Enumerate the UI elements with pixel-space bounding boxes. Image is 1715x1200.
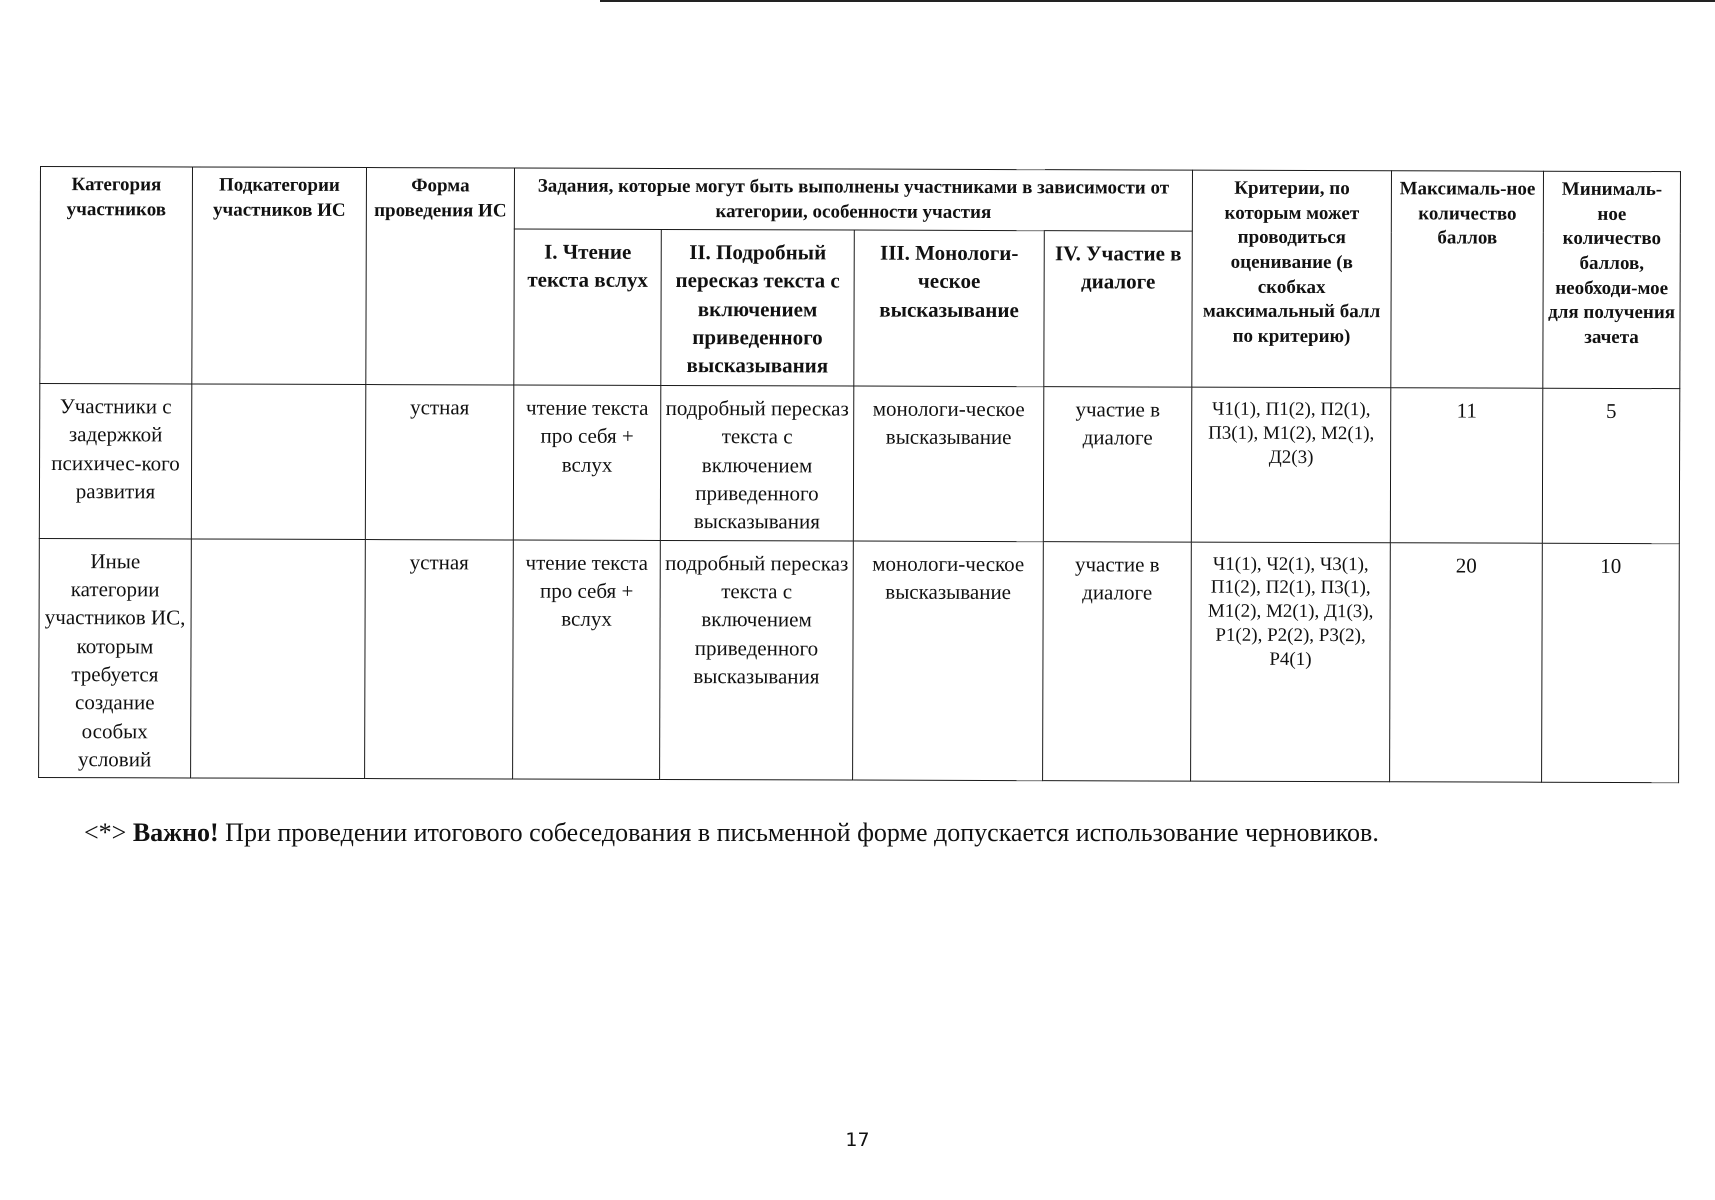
note-prefix: <*> — [84, 818, 127, 847]
cell-reading: чтение текста про себя + вслух — [513, 385, 660, 540]
cell-criteria: Ч1(1), Ч2(1), Ч3(1), П1(2), П2(1), П3(1), М1(2), М2(1), Д1(3), Р1(2), Р2(2), Р3(2), Р4(1) — [1191, 542, 1391, 782]
cell-monologue: монологи-ческое высказывание — [853, 386, 1043, 541]
cell-max-points: 11 — [1390, 388, 1542, 543]
header-task-reading: I. Чтение текста вслух — [514, 229, 661, 385]
cell-criteria: Ч1(1), П1(2), П2(1), П3(1), М1(2), М2(1), Д2(3) — [1191, 387, 1390, 542]
cell-form: устная — [365, 539, 514, 779]
table-row — [39, 538, 1680, 783]
cell-subcategory — [191, 384, 365, 539]
cell-reading: чтение текста про себя + вслух — [513, 540, 661, 780]
important-note — [84, 818, 1379, 848]
cell-retelling: подробный пересказ текста с включением приведенного высказывания — [660, 540, 854, 780]
header-task-monologue: III. Монологи-ческое высказывание — [854, 230, 1044, 387]
header-form: Форма проведения ИС — [366, 168, 515, 385]
header-tasks-group: Задания, которые могут быть выполнены участниками в зависимости от категории, особенности участия — [514, 168, 1192, 231]
header-max-points: Максималь-ное количество баллов — [1391, 171, 1544, 388]
header-min-points: Минималь-ное количество баллов, необходи-мое для получения зачета — [1543, 171, 1681, 388]
cell-min-points: 10 — [1542, 543, 1680, 783]
top-border-line — [600, 0, 1715, 2]
page-number: 17 — [845, 1129, 870, 1151]
header-task-retelling: II. Подробный пересказ текста с включением приведенного высказывания — [661, 229, 854, 386]
header-subcategory: Подкатегории участников ИС — [192, 167, 367, 385]
header-task-dialogue: IV. Участие в диалоге — [1044, 231, 1193, 387]
cell-form: устная — [365, 385, 513, 540]
cell-max-points: 20 — [1390, 542, 1543, 782]
cell-min-points: 5 — [1542, 388, 1679, 543]
cell-monologue: монологи-ческое высказывание — [853, 541, 1044, 781]
cell-subcategory — [191, 539, 366, 779]
header-criteria: Критерии, по которым может проводиться оценивание (в скобках максимальный балл по критерию) — [1192, 170, 1392, 388]
cell-category: Иные категории участников ИС, которым требуется создание особых условий — [39, 538, 192, 778]
assessment-table — [38, 166, 1681, 784]
note-important-label: Важно! — [132, 818, 219, 847]
note-text: При проведении итогового собеседования в письменной форме допускается использование черновиков. — [225, 818, 1379, 847]
header-row-top — [40, 167, 1680, 233]
table-row — [39, 384, 1680, 544]
cell-dialogue: участие в диалоге — [1043, 387, 1192, 542]
cell-dialogue: участие в диалоге — [1043, 541, 1192, 781]
cell-retelling: подробный пересказ текста с включением приведенного высказывания — [660, 385, 853, 540]
cell-category: Участники с задержкой психичес-кого развития — [39, 384, 191, 539]
header-category: Категория участников — [40, 167, 193, 384]
